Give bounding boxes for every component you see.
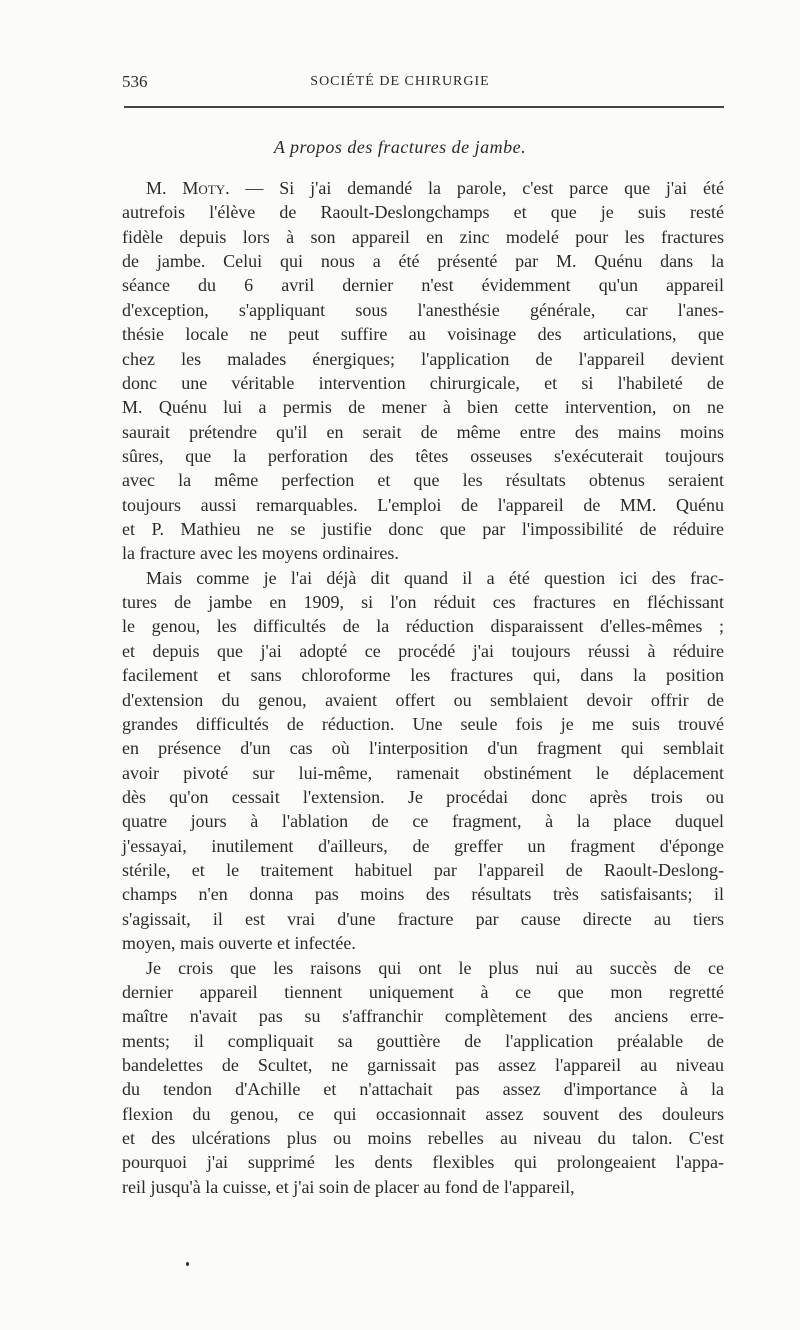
text-line: Je crois que les raisons qui ont le plus nui au succès de ce bbox=[146, 957, 724, 978]
running-head: SOCIÉTÉ DE CHIRURGIE bbox=[310, 74, 490, 89]
text-line: et P. Mathieu ne se justifie donc que par l'impossibilité de réduire bbox=[122, 519, 724, 540]
text-line: la fracture avec les moyens ordinaires. bbox=[122, 543, 399, 564]
line-text: — Si j'ai demandé la parole, c'est parce que j'ai été bbox=[229, 178, 724, 198]
text-line: donc une véritable intervention chirurgicale, et si l'habileté de bbox=[122, 372, 724, 393]
paragraph bbox=[122, 566, 724, 956]
text-line: en présence d'un cas où l'interposition d'un fragment qui semblait bbox=[122, 738, 724, 759]
text-line: d'extension du genou, avaient offert ou semblaient devoir offrir de bbox=[122, 689, 724, 710]
text-line: quatre jours à l'ablation de ce fragment, à la place duquel bbox=[122, 811, 724, 832]
text-line: avec la même perfection et que les résultats obtenus seraient bbox=[122, 470, 724, 491]
text-line: et depuis que j'ai adopté ce procédé j'ai toujours réussi à réduire bbox=[122, 640, 724, 661]
text-line: reil jusqu'à la cuisse, et j'ai soin de placer au fond de l'appareil, bbox=[122, 1176, 575, 1197]
text-line: ments; il compliquait sa gouttière de l'application préalable de bbox=[122, 1030, 724, 1051]
text-line: champs n'en donna pas moins des résultats très satisfaisants; il bbox=[122, 884, 724, 905]
text-line: pourquoi j'ai supprimé les dents flexibles qui prolongeaient l'appa- bbox=[122, 1152, 724, 1173]
text-line: j'essayai, inutilement d'ailleurs, de greffer un fragment d'éponge bbox=[122, 835, 724, 856]
text-line: chez les malades énergiques; l'application de l'appareil devient bbox=[122, 348, 724, 369]
text-line: saurait prétendre qu'il en serait de même entre des mains moins bbox=[122, 421, 724, 442]
paragraph bbox=[122, 176, 724, 566]
text-line: autrefois l'élève de Raoult-Deslongchamps et que je suis resté bbox=[122, 202, 724, 223]
ink-speck bbox=[186, 1262, 189, 1266]
text-line: d'exception, s'appliquant sous l'anesthésie générale, car l'anes- bbox=[122, 299, 724, 320]
paragraph bbox=[122, 956, 724, 1200]
article-body bbox=[122, 176, 724, 1199]
text-line: le genou, les difficultés de la réduction disparaissent d'elles-mêmes ; bbox=[122, 616, 724, 637]
text-line: M. Quénu lui a permis de mener à bien cette intervention, on ne bbox=[122, 397, 724, 418]
text-line: du tendon d'Achille et n'attachait pas assez d'importance à la bbox=[122, 1079, 724, 1100]
text-line: stérile, et le traitement habituel par l'appareil de Raoult-Deslong- bbox=[122, 860, 724, 881]
text-line: moyen, mais ouverte et infectée. bbox=[122, 933, 356, 954]
text-line: séance du 6 avril dernier n'est évidemment qu'un appareil bbox=[122, 275, 724, 296]
text-line: fidèle depuis lors à son appareil en zinc modelé pour les fractures bbox=[122, 226, 724, 247]
header-rule bbox=[124, 106, 724, 108]
text-line: flexion du genou, ce qui occasionnait assez souvent des douleurs bbox=[122, 1103, 724, 1124]
text-line: thésie locale ne peut suffire au voisinage des articulations, que bbox=[122, 324, 724, 345]
text-line: sûres, que la perforation des têtes osseuses s'exécuterait toujours bbox=[122, 445, 724, 466]
text-line: de jambe. Celui qui nous a été présenté par M. Quénu dans la bbox=[122, 251, 724, 272]
text-line: tures de jambe en 1909, si l'on réduit ces fractures en fléchissant bbox=[122, 592, 724, 613]
text-line bbox=[122, 176, 724, 200]
text-line: bandelettes de Scultet, ne garnissait pas assez l'appareil au niveau bbox=[122, 1054, 724, 1075]
text-line: dernier appareil tiennent uniquement à ce que mon regretté bbox=[122, 981, 724, 1002]
speaker-name: M. Moty. bbox=[146, 178, 230, 198]
text-line: avoir pivoté sur lui-même, ramenait obstinément le déplacement bbox=[122, 762, 724, 783]
page-number: 536 bbox=[122, 72, 148, 91]
text-line: grandes difficultés de réduction. Une seule fois je me suis trouvé bbox=[122, 713, 724, 734]
text-line: et des ulcérations plus ou moins rebelles au niveau du talon. C'est bbox=[122, 1128, 724, 1149]
text-line: s'agissait, il est vrai d'une fracture par cause directe au tiers bbox=[122, 908, 724, 929]
text-line: toujours aussi remarquables. L'emploi de l'appareil de MM. Quénu bbox=[122, 494, 724, 515]
article-title: A propos des fractures de jambe. bbox=[273, 137, 527, 157]
text-line: maître n'avait pas su s'affranchir complètement des anciens erre- bbox=[122, 1006, 724, 1027]
text-line: facilement et sans chloroforme les fractures qui, dans la position bbox=[122, 665, 724, 686]
text-line: dès qu'on cessait l'extension. Je procédai donc après trois ou bbox=[122, 786, 724, 807]
text-line: Mais comme je l'ai déjà dit quand il a été question ici des frac- bbox=[146, 567, 724, 588]
